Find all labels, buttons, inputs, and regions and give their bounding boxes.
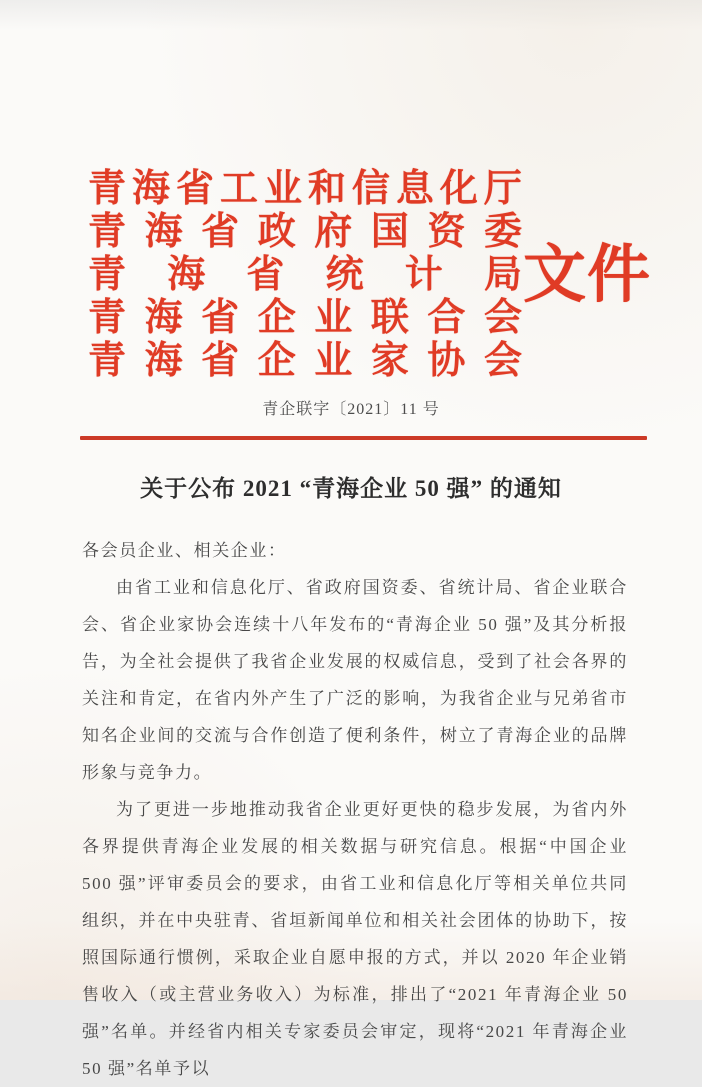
letterhead (0, 0, 702, 383)
paragraph-1: 由省工业和信息化厅、省政府国资委、省统计局、省企业联合会、省企业家协会连续十八年发布的“青海企业 50 强”及其分析报告，为全社会提供了我省企业发展的权威信息，受到了社会各界的关注和肯定，在省内外产生了广泛的影响，为我省企业与兄弟省市知名企业间的交流与合作创造了便利条件，树立了青海企业的品牌形象与竞争力。 (82, 578, 628, 782)
issuer-line-4: 青 海 省 企 业 联 合 会 (88, 297, 522, 339)
issuer-line-3: 青 海 省 统 计 局 (88, 254, 522, 296)
document-body (0, 503, 702, 1087)
red-divider-line (80, 436, 647, 440)
doc-type-label: 文件 (523, 240, 651, 310)
issuer-line-5: 青 海 省 企 业 家 协 会 (88, 340, 522, 382)
issuer-list (88, 168, 522, 383)
doc-number: 青企联字〔2021〕11 号 (262, 401, 440, 418)
paragraph-2: 为了更进一步地推动我省企业更好更快的稳步发展，为省内外各界提供青海企业发展的相关数据与研究信息。根据“中国企业 500 强”评审委员会的要求，由省工业和信息化厅等相关单位共同组织，并在中央驻青、省垣新闻单位和相关社会团体的协助下，按照国际通行惯例，采取企业自愿申报的方式，并以 2020 年企业销售收入（或主营业务收入）为标准，排出了“2021 年青海企业 50 强”名单。并经省内相关专家委员会审定，现将“2021 年青海企业 50 强”名单予以 (82, 800, 628, 1078)
issuer-line-1: 青 海 省 工 业 和 信 息 化 厅 (88, 168, 522, 210)
issuer-line-2: 青 海 省 政 府 国 资 委 (88, 211, 522, 253)
salutation: 各会员企业、相关企业： (82, 541, 287, 560)
document-title: 关于公布 2021 “青海企业 50 强” 的通知 (140, 476, 562, 501)
